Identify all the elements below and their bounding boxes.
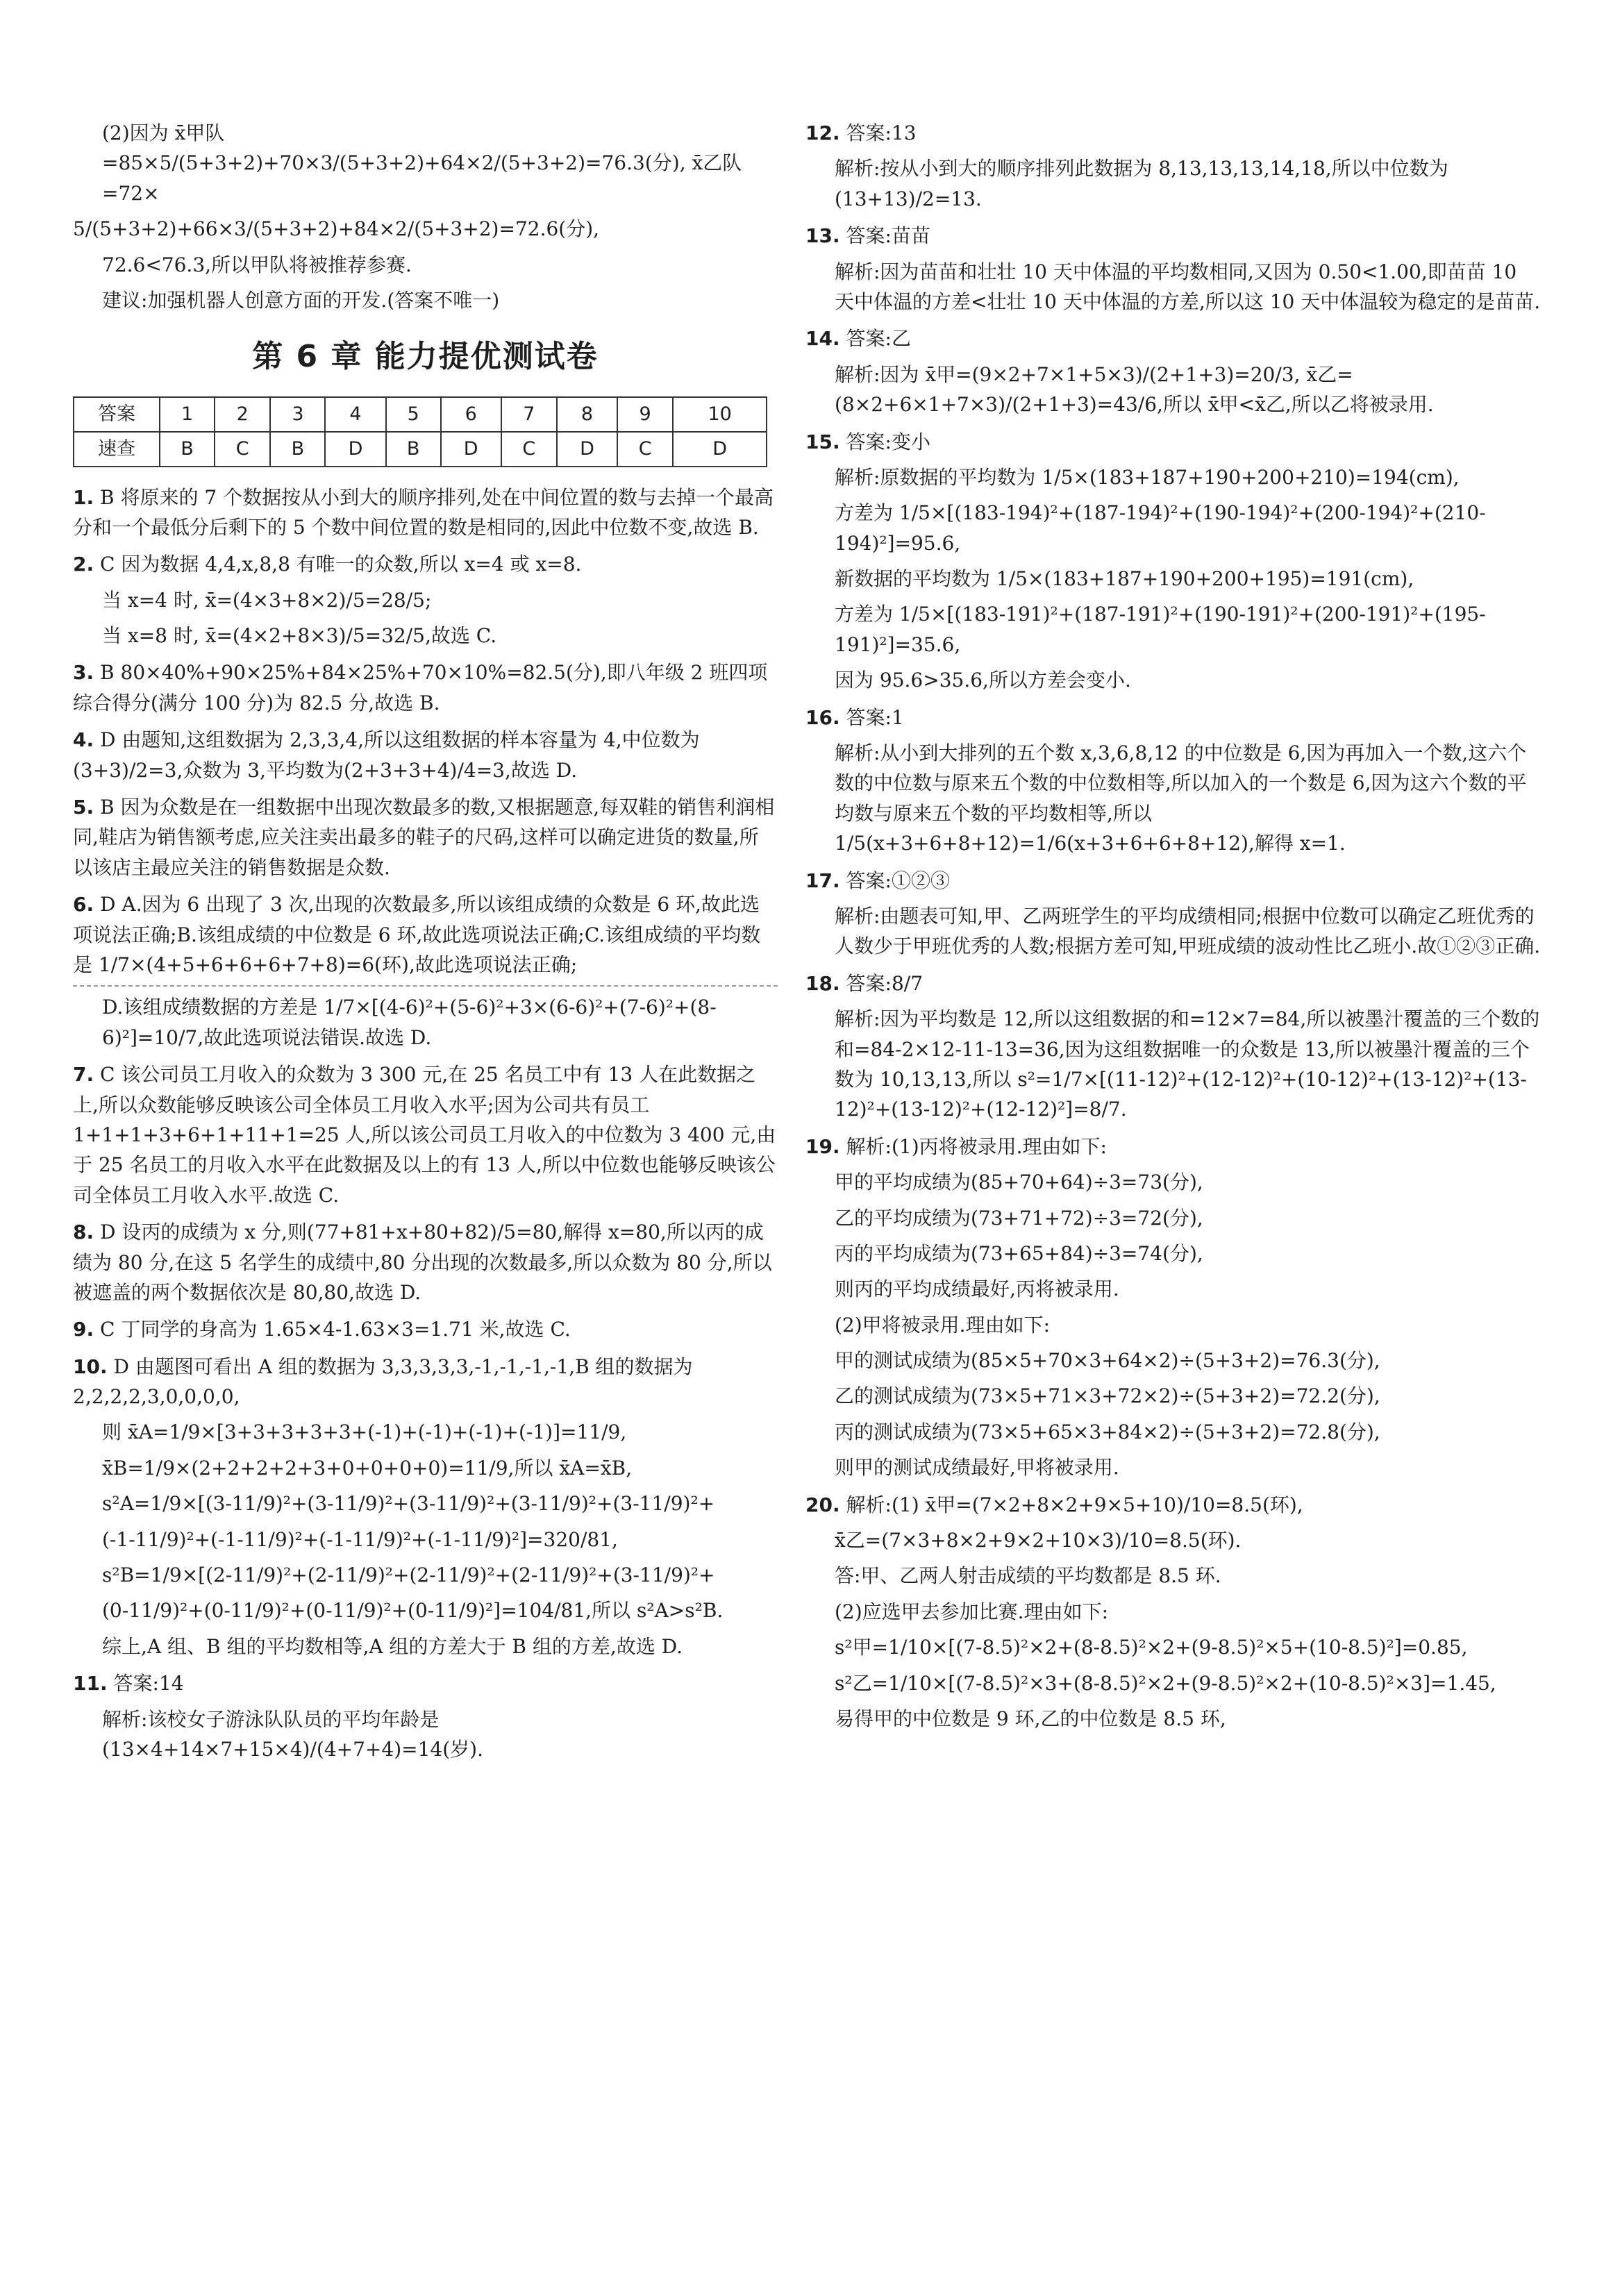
- answer-table-cell: 4: [325, 397, 385, 432]
- solution-item: [73, 792, 778, 882]
- answer-table-header: 速查: [74, 432, 160, 467]
- item-line: B 80×40%+90×25%+84×25%+70×10%=82.5(分),即八年级 2 班四项综合得分(满分 100 分)为 82.5 分,故选 B.: [73, 661, 768, 714]
- solution-item: [73, 725, 778, 785]
- item-line: s²乙=1/10×[(7-8.5)²×3+(8-8.5)²×2+(9-8.5)²×2+(10-8.5)²×3]=1.45,: [835, 1671, 1496, 1695]
- item-number: 4.: [73, 728, 94, 752]
- item-line: C 丁同学的身高为 1.65×4-1.63×3=1.71 米,故选 C.: [100, 1318, 571, 1341]
- chapter-title: 第 6 章 能力提优测试卷: [252, 339, 599, 375]
- answer-table-cell: C: [617, 432, 673, 467]
- solution-item: [805, 969, 1541, 1125]
- left-column: [73, 118, 778, 1771]
- item-line: s²A=1/9×[(3-11/9)²+(3-11/9)²+(3-11/9)²+(3-11/9)²+(3-11/9)²+: [102, 1492, 715, 1516]
- answer-table-cell: 10: [673, 397, 767, 432]
- item-number: 16.: [805, 705, 840, 729]
- item-number: 8.: [73, 1221, 94, 1244]
- answer-table-cell: 3: [270, 397, 325, 432]
- intro-line: (2)因为 x̄甲队=85×5/(5+3+2)+70×3/(5+3+2)+64×2/(5+3+2)=76.3(分), x̄乙队=72×: [102, 121, 742, 205]
- item-line: 解析:从小到大排列的五个数 x,3,6,8,12 的中位数是 6,因为再加入一个数,这六个数的中位数与原来五个数的中位数相等,所以加入的一个数是 6,因为这六个数的平均数与原来五个数的平均数相等,所以 1/5(x+3+6+8+12)=1/6(x+3+6+6+8+12),解得 x=1.: [835, 741, 1527, 855]
- item-line: s²B=1/9×[(2-11/9)²+(2-11/9)²+(2-11/9)²+(2-11/9)²+(3-11/9)²+: [102, 1564, 715, 1587]
- dashed-divider: [73, 985, 778, 987]
- solution-item: [73, 657, 778, 718]
- item-line: C 该公司员工月收入的众数为 3 300 元,在 25 名员工中有 13 人在此数据之上,所以众数能够反映该公司全体员工月收入水平;因为公司共有员工 1+1+1+3+6+1+11+1=25 人,所以该公司员工月收入的中位数为 3 400 元,由于 25 名员工的月收入水平在此数据及以上的有 13 人,所以中位数也能够反映该公司全体员工月收入水平.故选 C.: [73, 1063, 776, 1207]
- answer-table-cell: 2: [215, 397, 270, 432]
- item-number: 19.: [805, 1134, 840, 1158]
- answer-table-cell: 9: [617, 397, 673, 432]
- solution-item: [805, 118, 1541, 214]
- item-line: 则甲的测试成绩最好,甲将被录用.: [835, 1456, 1119, 1480]
- item-line: D 由题图可看出 A 组的数据为 3,3,3,3,3,-1,-1,-1,-1,B 组的数据为 2,2,2,2,3,0,0,0,0,: [73, 1355, 693, 1409]
- intro-line: 5/(5+3+2)+66×3/(5+3+2)+84×2/(5+3+2)=72.6(分),: [73, 217, 600, 241]
- item-number: 5.: [73, 796, 94, 819]
- answer-table-row: [74, 397, 767, 432]
- item-line: (0-11/9)²+(0-11/9)²+(0-11/9)²+(0-11/9)²]=104/81,所以 s²A>s²B.: [102, 1599, 724, 1623]
- item-line: 乙的平均成绩为(73+71+72)÷3=72(分),: [835, 1206, 1203, 1230]
- item-line: D 由题知,这组数据为 2,3,3,4,所以这组数据的样本容量为 4,中位数为(3+3)/2=3,众数为 3,平均数为(2+3+3+4)/4=3,故选 D.: [73, 728, 700, 782]
- solution-item: [73, 1668, 778, 1764]
- answer-table-header: 答案: [74, 397, 160, 432]
- item-line: 丙的平均成绩为(73+65+84)÷3=74(分),: [835, 1241, 1203, 1265]
- item-line: 解析:因为平均数是 12,所以这组数据的和=12×7=84,所以被墨汁覆盖的三个数的和=84-2×12-11-13=36,因为这组数据唯一的众数是 13,所以被墨汁覆盖的三个数为 10,13,13,所以 s²=1/7×[(11-12)²+(12-12)²+(10-12)²+(13-12)²+(13-12)²+(13-12)²+(12-12)²]=8/7.: [835, 1007, 1540, 1121]
- answer-table-cell: 8: [557, 397, 617, 432]
- intro-line: 72.6<76.3,所以甲队将被推荐参赛.: [102, 253, 412, 276]
- solution-item: [805, 703, 1541, 859]
- item-line: 解析:按从小到大的顺序排列此数据为 8,13,13,13,14,18,所以中位数为(13+13)/2=13.: [835, 157, 1448, 210]
- answer-table-cell: D: [325, 432, 385, 467]
- item-line: D 设丙的成绩为 x 分,则(77+81+x+80+82)/5=80,解得 x=80,所以丙的成绩为 80 分,在这 5 名学生的成绩中,80 分出现的次数最多,所以众数为 80 分,所以被遮盖的两个数据依次是 80,80,故选 D.: [73, 1221, 772, 1304]
- item-number: 18.: [805, 971, 840, 995]
- answer-table-cell: D: [673, 432, 767, 467]
- item-number: 13.: [805, 224, 840, 248]
- item-line: 甲的平均成绩为(85+70+64)÷3=73(分),: [835, 1171, 1203, 1194]
- solution-item: [805, 324, 1541, 419]
- item-line: 解析:(1)丙将被录用.理由如下:: [846, 1134, 1107, 1158]
- answer-table-cell: 1: [160, 397, 215, 432]
- item-line: B 将原来的 7 个数据按从小到大的顺序排列,处在中间位置的数与去掉一个最高分和一个最低分后剩下的 5 个数中间位置的数是相同的,因此中位数不变,故选 B.: [73, 485, 774, 539]
- item-line: 答案:13: [846, 121, 917, 144]
- item-line: 答案:乙: [846, 327, 911, 351]
- item-line: 解析:由题表可知,甲、乙两班学生的平均成绩相同;根据中位数可以确定乙班优秀的人数少于甲班优秀的人数;根据方差可知,甲班成绩的波动性比乙班小.故①②③正确.: [835, 904, 1541, 958]
- item-number: 15.: [805, 430, 840, 453]
- item-line: 答案:1: [846, 705, 904, 729]
- solution-item: [73, 1352, 778, 1662]
- item-line: 解析:该校女子游泳队队员的平均年龄是(13×4+14×7+15×4)/(4+7+4)=14(岁).: [102, 1707, 483, 1761]
- answer-table-cell: B: [270, 432, 325, 467]
- item-line: (-1-11/9)²+(-1-11/9)²+(-1-11/9)²+(-1-11/9)²]=320/81,: [102, 1527, 618, 1551]
- item-line: 易得甲的中位数是 9 环,乙的中位数是 8.5 环,: [835, 1707, 1226, 1730]
- solution-item: [73, 889, 778, 1053]
- solution-list: [73, 483, 778, 1765]
- solution-item: [73, 1314, 778, 1344]
- item-line: 答案:变小: [846, 430, 930, 453]
- solution-item: [73, 1059, 778, 1210]
- item-line: D A.因为 6 出现了 3 次,出现的次数最多,所以该组成绩的众数是 6 环,故此选项说法正确;B.该组成绩的中位数是 6 环,故此选项说法正确;C.该组成绩的平均数是 1/7×(4+5+6+6+6+7+8)=6(环),故此选项说法正确;: [73, 893, 761, 976]
- item-number: 11.: [73, 1672, 108, 1695]
- item-number: 3.: [73, 661, 94, 685]
- solution-item: [805, 1132, 1541, 1483]
- intro-block: [73, 118, 778, 315]
- right-column: [805, 118, 1541, 1741]
- item-line: 答案:8/7: [846, 971, 923, 995]
- item-line: 则 x̄A=1/9×[3+3+3+3+3+(-1)+(-1)+(-1)+(-1)]=11/9,: [102, 1421, 627, 1444]
- item-line: 综上,A 组、B 组的平均数相等,A 组的方差大于 B 组的方差,故选 D.: [102, 1634, 683, 1658]
- answer-table-cell: 7: [501, 397, 557, 432]
- solution-item: [73, 483, 778, 543]
- item-line: 答案:14: [113, 1672, 184, 1695]
- item-number: 6.: [73, 893, 94, 916]
- item-number: 1.: [73, 485, 94, 509]
- item-line: 解析:原数据的平均数为 1/5×(183+187+190+200+210)=194(cm),: [835, 465, 1460, 489]
- solution-item: [73, 549, 778, 651]
- item-line: 因为 95.6>35.6,所以方差会变小.: [835, 669, 1131, 692]
- item-line: x̄乙=(7×3+8×2+9×2+10×3)/10=8.5(环).: [835, 1529, 1242, 1552]
- item-line: 解析:因为 x̄甲=(9×2+7×1+5×3)/(2+1+3)=20/3, x̄乙=(8×2+6×1+7×3)/(2+1+3)=43/6,所以 x̄甲<x̄乙,所以乙将被录用.: [835, 362, 1434, 417]
- item-number: 9.: [73, 1318, 94, 1341]
- item-number: 20.: [805, 1493, 840, 1516]
- solution-item: [805, 1490, 1541, 1734]
- item-line: 甲的测试成绩为(85×5+70×3+64×2)÷(5+3+2)=76.3(分),: [835, 1349, 1380, 1373]
- item-line: 乙的测试成绩为(73×5+71×3+72×2)÷(5+3+2)=72.2(分),: [835, 1384, 1380, 1408]
- answer-table-cell: 6: [441, 397, 501, 432]
- item-line: 答案:①②③: [846, 869, 950, 892]
- item-line: 解析:(1) x̄甲=(7×2+8×2+9×5+10)/10=8.5(环),: [846, 1493, 1303, 1516]
- item-line: 新数据的平均数为 1/5×(183+187+190+200+195)=191(cm),: [835, 567, 1414, 591]
- answer-table-cell: D: [557, 432, 617, 467]
- item-line: (2)应选甲去参加比赛.理由如下:: [835, 1600, 1108, 1623]
- item-line: x̄B=1/9×(2+2+2+2+3+0+0+0+0)=11/9,所以 x̄A=x̄B,: [102, 1456, 633, 1480]
- solution-item: [805, 221, 1541, 317]
- answer-table-cell: C: [501, 432, 557, 467]
- answer-table-cell: C: [215, 432, 270, 467]
- item-line: s²甲=1/10×[(7-8.5)²×2+(8-8.5)²×2+(9-8.5)²×5+(10-8.5)²]=0.85,: [835, 1636, 1468, 1659]
- item-line: 丙的测试成绩为(73×5+65×3+84×2)÷(5+3+2)=72.8(分),: [835, 1420, 1380, 1443]
- answer-table-cell: 5: [386, 397, 441, 432]
- item-number: 10.: [73, 1355, 108, 1378]
- item-line: C 因为数据 4,4,x,8,8 有唯一的众数,所以 x=4 或 x=8.: [100, 553, 582, 576]
- answer-table-cell: D: [441, 432, 501, 467]
- item-line: D.该组成绩数据的方差是 1/7×[(4-6)²+(5-6)²+3×(6-6)²+(7-6)²+(8-6)²]=10/7,故此选项说法错误.故选 D.: [102, 996, 717, 1049]
- item-line: 答案:苗苗: [846, 224, 930, 248]
- intro-line: 建议:加强机器人创意方面的开发.(答案不唯一): [102, 288, 500, 312]
- item-line: 当 x=4 时, x̄=(4×3+8×2)/5=28/5;: [102, 588, 432, 612]
- item-number: 7.: [73, 1063, 94, 1087]
- solution-item: [805, 866, 1541, 962]
- answer-table-cell: B: [160, 432, 215, 467]
- item-number: 17.: [805, 869, 840, 892]
- item-number: 12.: [805, 121, 840, 144]
- item-line: 当 x=8 时, x̄=(4×2+8×3)/5=32/5,故选 C.: [102, 624, 497, 648]
- answer-table-row: [74, 432, 767, 467]
- item-line: 方差为 1/5×[(183-191)²+(187-191)²+(190-191)²+(200-191)²+(195-191)²]=35.6,: [835, 603, 1486, 656]
- solution-item: [73, 1217, 778, 1307]
- answer-table-cell: B: [386, 432, 441, 467]
- item-line: (2)甲将被录用.理由如下:: [835, 1313, 1050, 1336]
- item-number: 14.: [805, 327, 840, 351]
- answer-table: [73, 396, 767, 467]
- item-line: 解析:因为苗苗和壮壮 10 天中体温的平均数相同,又因为 0.50<1.00,即苗苗 10 天中体温的方差<壮壮 10 天中体温的方差,所以这 10 天中体温较为稳定的是苗苗.: [835, 260, 1541, 313]
- item-line: 则丙的平均成绩最好,丙将被录用.: [835, 1277, 1119, 1301]
- item-line: 答:甲、乙两人射击成绩的平均数都是 8.5 环.: [835, 1564, 1221, 1588]
- solution-item: [805, 427, 1541, 696]
- item-number: 2.: [73, 553, 94, 576]
- item-line: 方差为 1/5×[(183-194)²+(187-194)²+(190-194)²+(200-194)²+(210-194)²]=95.6,: [835, 501, 1486, 555]
- item-line: B 因为众数是在一组数据中出现次数最多的数,又根据题意,每双鞋的销售利润相同,鞋店为销售额考虑,应关注卖出最多的鞋子的尺码,这样可以确定进货的数量,所以该店主最应关注的销售数据是众数.: [73, 796, 775, 879]
